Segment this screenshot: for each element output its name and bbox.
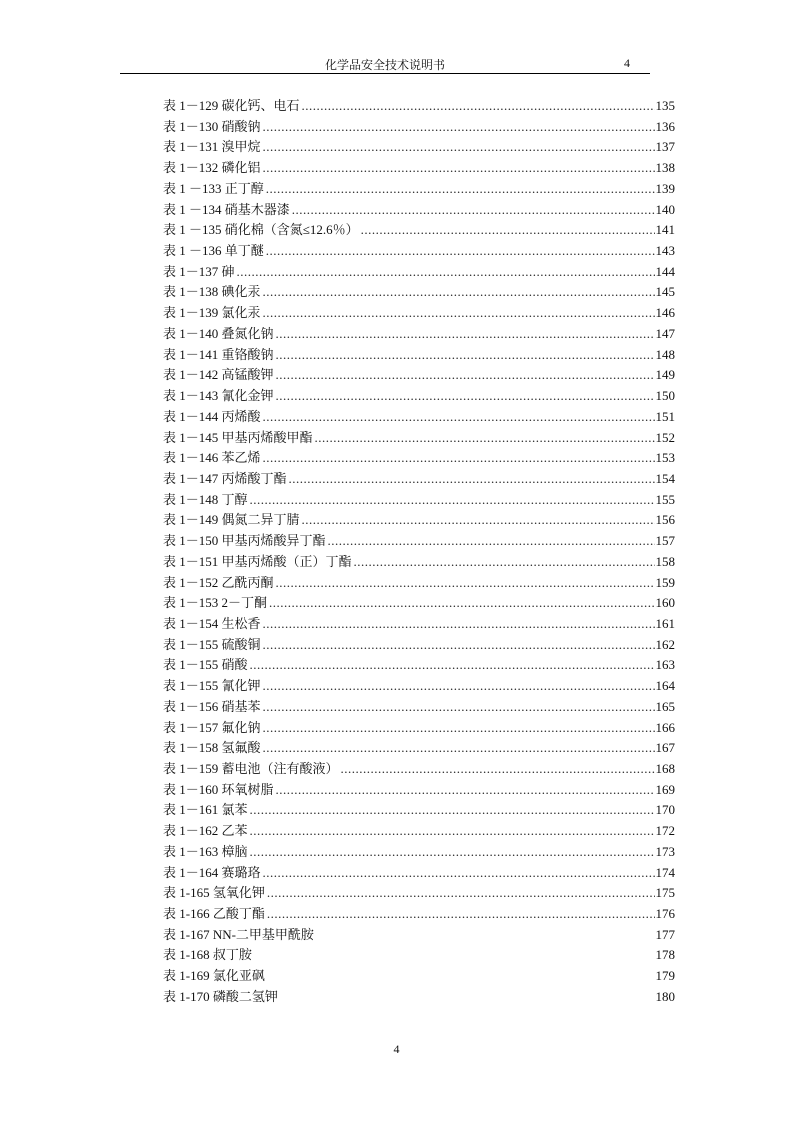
toc-entry-page: 168: [655, 761, 675, 776]
header-page-number: 4: [624, 56, 630, 70]
toc-entry-page: 165: [655, 698, 675, 714]
toc-entry[interactable]: [163, 241, 675, 262]
toc-entry-label: 表 1 －133 正丁醇: [163, 180, 264, 196]
toc-entry-page: 155: [655, 491, 675, 507]
toc-entry-page: 141: [655, 222, 675, 238]
toc-entry-label: 表 1－139 氯化汞: [163, 305, 261, 321]
toc-entry-label: 表 1－141 重铬酸钠: [163, 346, 274, 362]
toc-entry[interactable]: [163, 303, 675, 324]
toc-entry[interactable]: [163, 966, 675, 987]
dot-leader: [263, 158, 655, 179]
document-title: 化学品安全技术说明书: [324, 58, 445, 72]
toc-entry[interactable]: [163, 137, 675, 158]
dot-leader: [276, 780, 655, 801]
toc-entry[interactable]: [163, 469, 675, 490]
toc-entry[interactable]: [163, 428, 675, 449]
toc-entry-label: 表 1－137 砷: [163, 263, 235, 279]
toc-entry-page: 151: [655, 408, 675, 424]
dot-leader: [328, 531, 655, 552]
dot-leader: [263, 863, 655, 884]
toc-entry-page: 154: [655, 470, 675, 486]
dot-leader: [276, 386, 655, 407]
toc-entry-label: 表 1－153 2－丁酮: [163, 595, 268, 611]
dot-leader: [250, 842, 655, 863]
toc-entry-page: 164: [655, 678, 675, 694]
dot-leader: [276, 345, 655, 366]
toc-entry[interactable]: [163, 925, 675, 946]
toc-entry[interactable]: [163, 676, 675, 697]
toc-entry[interactable]: [163, 200, 675, 221]
dot-leader: [266, 241, 655, 262]
toc-entry-label: 表 1－150 甲基丙烯酸异丁酯: [163, 533, 326, 549]
dot-leader: [237, 262, 655, 283]
table-of-contents: [163, 96, 675, 1008]
toc-entry-page: 170: [655, 802, 675, 818]
toc-entry-label: 表 1－129 碳化钙、电石: [163, 98, 300, 113]
dot-leader: [354, 552, 655, 573]
toc-entry[interactable]: [163, 158, 675, 179]
toc-entry-page: 163: [655, 657, 675, 673]
toc-entry-page: 139: [655, 180, 675, 196]
toc-entry-page: 143: [655, 243, 675, 259]
toc-entry-page: 145: [655, 284, 675, 300]
toc-entry[interactable]: [163, 759, 675, 780]
dot-leader: [302, 510, 655, 531]
toc-entry-label: 表 1 －135 硝化棉（含氮≤12.6％）: [163, 222, 359, 238]
toc-entry[interactable]: [163, 883, 675, 904]
toc-entry-label: 表 1－156 硝基苯: [163, 698, 261, 714]
toc-entry-label: 表 1 －134 硝基木器漆: [163, 201, 290, 217]
toc-entry[interactable]: [163, 365, 675, 386]
dot-leader: [263, 282, 655, 303]
dot-leader: [263, 407, 655, 428]
dot-leader: [250, 655, 655, 676]
toc-entry-page: 173: [655, 843, 675, 859]
toc-entry-label: 表 1-165 氢氧化钾: [163, 885, 265, 901]
toc-entry[interactable]: [163, 386, 675, 407]
toc-entry-page: 149: [655, 367, 675, 383]
toc-entry[interactable]: [163, 448, 675, 469]
toc-entry-page: 148: [655, 346, 675, 362]
toc-entry[interactable]: [163, 904, 675, 925]
toc-entry-page: 176: [655, 906, 675, 922]
header-divider: [120, 73, 650, 74]
dot-leader: [292, 200, 655, 221]
toc-entry-page: 147: [655, 325, 675, 341]
toc-entry-label: 表 1－145 甲基丙烯酸甲酯: [163, 429, 313, 445]
toc-entry-page: 172: [655, 823, 675, 839]
toc-entry[interactable]: [163, 655, 675, 676]
toc-entry[interactable]: [163, 262, 675, 283]
toc-entry-label: 表 1－149 偶氮二异丁腈: [163, 512, 300, 528]
dot-leader: [263, 448, 655, 469]
toc-entry[interactable]: [163, 531, 675, 552]
toc-entry-page: 180: [655, 988, 675, 1004]
dot-leader: [341, 759, 655, 780]
toc-entry[interactable]: [163, 842, 675, 863]
toc-entry-label: 表 1－131 溴甲烷: [163, 139, 261, 155]
toc-entry[interactable]: [163, 863, 675, 884]
toc-entry[interactable]: [163, 407, 675, 428]
toc-entry[interactable]: [163, 718, 675, 739]
toc-entry-label: 表 1－152 乙酰丙酮: [163, 574, 274, 590]
toc-entry[interactable]: [163, 945, 675, 966]
toc-entry[interactable]: [163, 738, 675, 759]
dot-leader: [263, 676, 655, 697]
toc-entry-page: 161: [655, 615, 675, 631]
toc-entry-label: 表 1－159 蓄电池（注有酸液）: [163, 761, 339, 776]
dot-leader: [263, 137, 655, 158]
toc-entry-page: 152: [655, 429, 675, 445]
toc-entry-label: 表 1-166 乙酸丁酯: [163, 906, 265, 922]
toc-entry-label: 表 1－142 高锰酸钾: [163, 367, 274, 383]
toc-entry-page: 135: [655, 98, 675, 113]
toc-entry-page: 162: [655, 636, 675, 652]
dot-leader: [269, 593, 654, 614]
toc-entry[interactable]: [163, 345, 675, 366]
toc-entry[interactable]: [163, 821, 675, 842]
toc-entry-label: 表 1－144 丙烯酸: [163, 408, 261, 424]
toc-entry-page: 137: [655, 139, 675, 155]
toc-entry-page: 146: [655, 305, 675, 321]
dot-leader: [267, 904, 655, 925]
toc-entry[interactable]: [163, 614, 675, 635]
toc-entry-label: 表 1－164 赛璐珞: [163, 864, 261, 880]
toc-entry[interactable]: [163, 282, 675, 303]
toc-entry-page: 156: [655, 512, 675, 528]
toc-entry[interactable]: [163, 324, 675, 345]
toc-entry[interactable]: [163, 552, 675, 573]
toc-entry-page: 160: [655, 595, 675, 611]
dot-leader: [266, 179, 655, 200]
toc-entry[interactable]: [163, 780, 675, 801]
toc-entry-label: 表 1－130 硝酸钠: [163, 118, 261, 134]
toc-entry-page: 157: [655, 533, 675, 549]
dot-leader: [361, 220, 655, 241]
toc-entry-label: 表 1－151 甲基丙烯酸（正）丁酯: [163, 553, 352, 569]
toc-entry-page: 179: [655, 968, 675, 984]
toc-entry-page: 136: [655, 118, 675, 134]
toc-entry-label: 表 1－162 乙苯: [163, 823, 248, 839]
toc-entry-page: 158: [655, 553, 675, 569]
toc-entry-label: 表 1－161 氯苯: [163, 802, 248, 818]
dot-leader: [276, 573, 655, 594]
toc-entry[interactable]: [163, 96, 675, 117]
toc-entry-label: 表 1－146 苯乙烯: [163, 450, 261, 466]
toc-entry[interactable]: [163, 800, 675, 821]
toc-entry-label: 表 1-170 磷酸二氢钾: [163, 988, 278, 1004]
toc-entry-label: 表 1－148 丁醇: [163, 491, 248, 507]
dot-leader: [263, 697, 655, 718]
toc-entry-label: 表 1－155 氰化钾: [163, 678, 261, 694]
dot-leader: [263, 738, 655, 759]
dot-leader: [302, 96, 655, 117]
toc-entry[interactable]: [163, 117, 675, 138]
toc-entry-label: 表 1－138 碘化汞: [163, 284, 261, 300]
footer-page-number: 4: [393, 1042, 400, 1056]
dot-leader: [250, 490, 655, 511]
toc-entry-label: 表 1－158 氢氟酸: [163, 740, 261, 756]
toc-entry[interactable]: [163, 697, 675, 718]
toc-entry-label: 表 1－147 丙烯酸丁酯: [163, 470, 287, 486]
toc-entry-label: 表 1-167 NN-二甲基甲酰胺: [163, 926, 314, 942]
toc-entry-label: 表 1－157 氟化钠: [163, 719, 261, 735]
toc-entry[interactable]: [163, 573, 675, 594]
toc-entry-label: 表 1-168 叔丁胺: [163, 947, 252, 963]
toc-entry-label: 表 1-169 氯化亚砜: [163, 968, 265, 984]
toc-entry-label: 表 1－154 生松香: [163, 615, 261, 631]
toc-entry-page: 159: [655, 574, 675, 590]
toc-entry-label: 表 1－163 樟脑: [163, 843, 248, 859]
dot-leader: [263, 614, 655, 635]
dot-leader: [263, 718, 655, 739]
toc-entry[interactable]: [163, 987, 675, 1008]
dot-leader: [263, 635, 655, 656]
toc-entry-page: 144: [655, 263, 675, 279]
dot-leader: [276, 324, 655, 345]
toc-entry-page: 169: [655, 781, 675, 797]
dot-leader: [250, 821, 655, 842]
dot-leader: [276, 365, 655, 386]
dot-leader: [250, 800, 655, 821]
toc-entry-label: 表 1 －136 单丁醚: [163, 243, 264, 259]
toc-entry-page: 174: [655, 864, 675, 880]
toc-entry-page: 178: [655, 947, 675, 963]
toc-entry[interactable]: [163, 635, 675, 656]
toc-entry[interactable]: [163, 510, 675, 531]
toc-entry-page: 140: [655, 201, 675, 217]
toc-entry[interactable]: [163, 593, 675, 614]
toc-entry-label: 表 1－140 叠氮化钠: [163, 325, 274, 341]
toc-entry-label: 表 1－160 环氧树脂: [163, 781, 274, 797]
toc-entry-label: 表 1－143 氰化金钾: [163, 388, 274, 404]
dot-leader: [315, 428, 655, 449]
toc-entry-page: 166: [655, 719, 675, 735]
toc-entry[interactable]: [163, 220, 675, 241]
dot-leader: [263, 303, 655, 324]
toc-entry-label: 表 1－132 磷化铝: [163, 160, 261, 176]
toc-entry-page: 175: [655, 885, 675, 901]
toc-entry[interactable]: [163, 179, 675, 200]
toc-entry-page: 150: [655, 388, 675, 404]
dot-leader: [267, 883, 655, 904]
toc-entry-page: 167: [655, 740, 675, 756]
toc-entry-label: 表 1－155 硫酸铜: [163, 636, 261, 652]
toc-entry-page: 177: [655, 926, 675, 942]
toc-entry-page: 138: [655, 160, 675, 176]
toc-entry-page: 153: [655, 450, 675, 466]
dot-leader: [263, 117, 655, 138]
toc-entry[interactable]: [163, 490, 675, 511]
running-header: [120, 56, 650, 74]
toc-entry-label: 表 1－155 硝酸: [163, 657, 248, 673]
dot-leader: [289, 469, 655, 490]
